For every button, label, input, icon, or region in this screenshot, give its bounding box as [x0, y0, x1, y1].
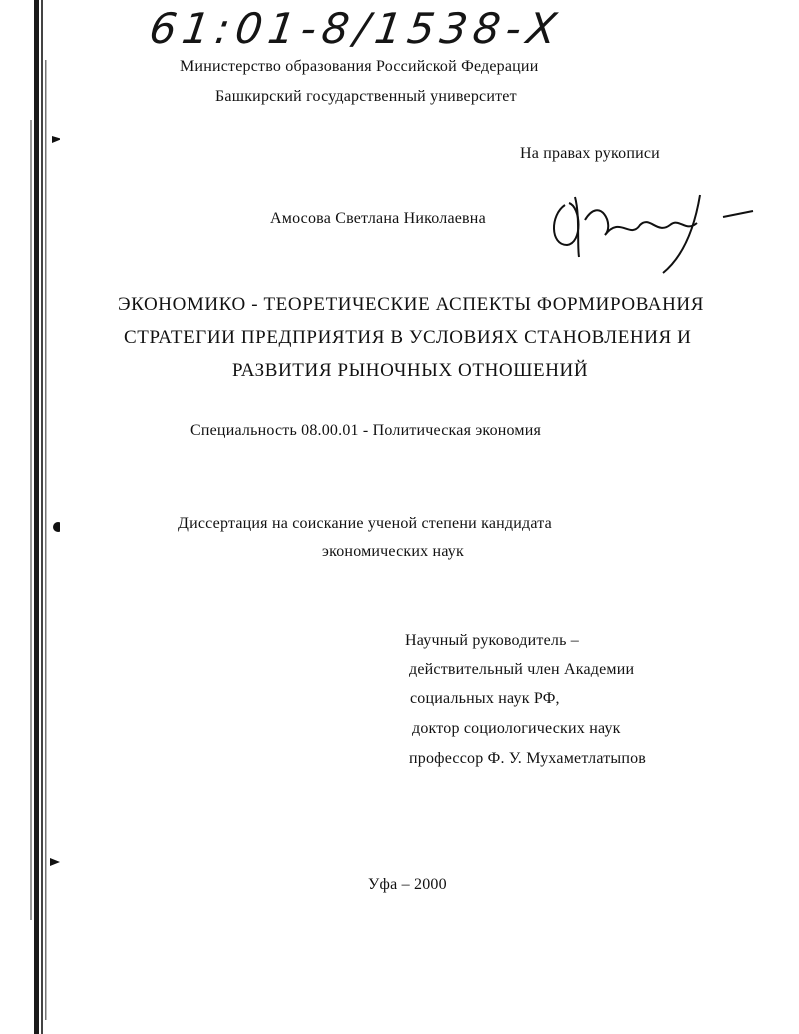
- supervisor-line-3: социальных наук РФ,: [410, 690, 560, 707]
- manuscript-note: На правах рукописи: [520, 145, 660, 162]
- catalog-number-handwritten: 61:01-8/1538-Х: [146, 4, 566, 53]
- city-year: Уфа – 2000: [368, 876, 447, 893]
- author-name: Амосова Светлана Николаевна: [270, 210, 486, 227]
- university-name: Башкирский государственный университет: [215, 88, 517, 105]
- specialty: Специальность 08.00.01 - Политическая экономия: [190, 422, 542, 439]
- scan-binding-edge: [0, 0, 60, 1034]
- title-line-3: РАЗВИТИЯ РЫНОЧНЫХ ОТНОШЕНИЙ: [232, 360, 589, 381]
- author-signature: [545, 185, 765, 275]
- title-line-2: СТРАТЕГИИ ПРЕДПРИЯТИЯ В УСЛОВИЯХ СТАНОВЛЕНИЯ И: [124, 327, 692, 348]
- supervisor-line-4: доктор социологических наук: [412, 720, 621, 737]
- title-line-1: ЭКОНОМИКО - ТЕОРЕТИЧЕСКИЕ АСПЕКТЫ ФОРМИРОВАНИЯ: [118, 294, 705, 315]
- dissertation-line-1: Диссертация на соискание ученой степени кандидата: [178, 515, 552, 532]
- supervisor-line-2: действительный член Академии: [409, 661, 635, 678]
- supervisor-line-5: профессор Ф. У. Мухаметлатыпов: [409, 750, 647, 767]
- supervisor-line-1: Научный руководитель –: [405, 632, 579, 649]
- dissertation-line-2: экономических наук: [322, 543, 464, 560]
- ministry-name: Министерство образования Российской Федерации: [180, 58, 539, 75]
